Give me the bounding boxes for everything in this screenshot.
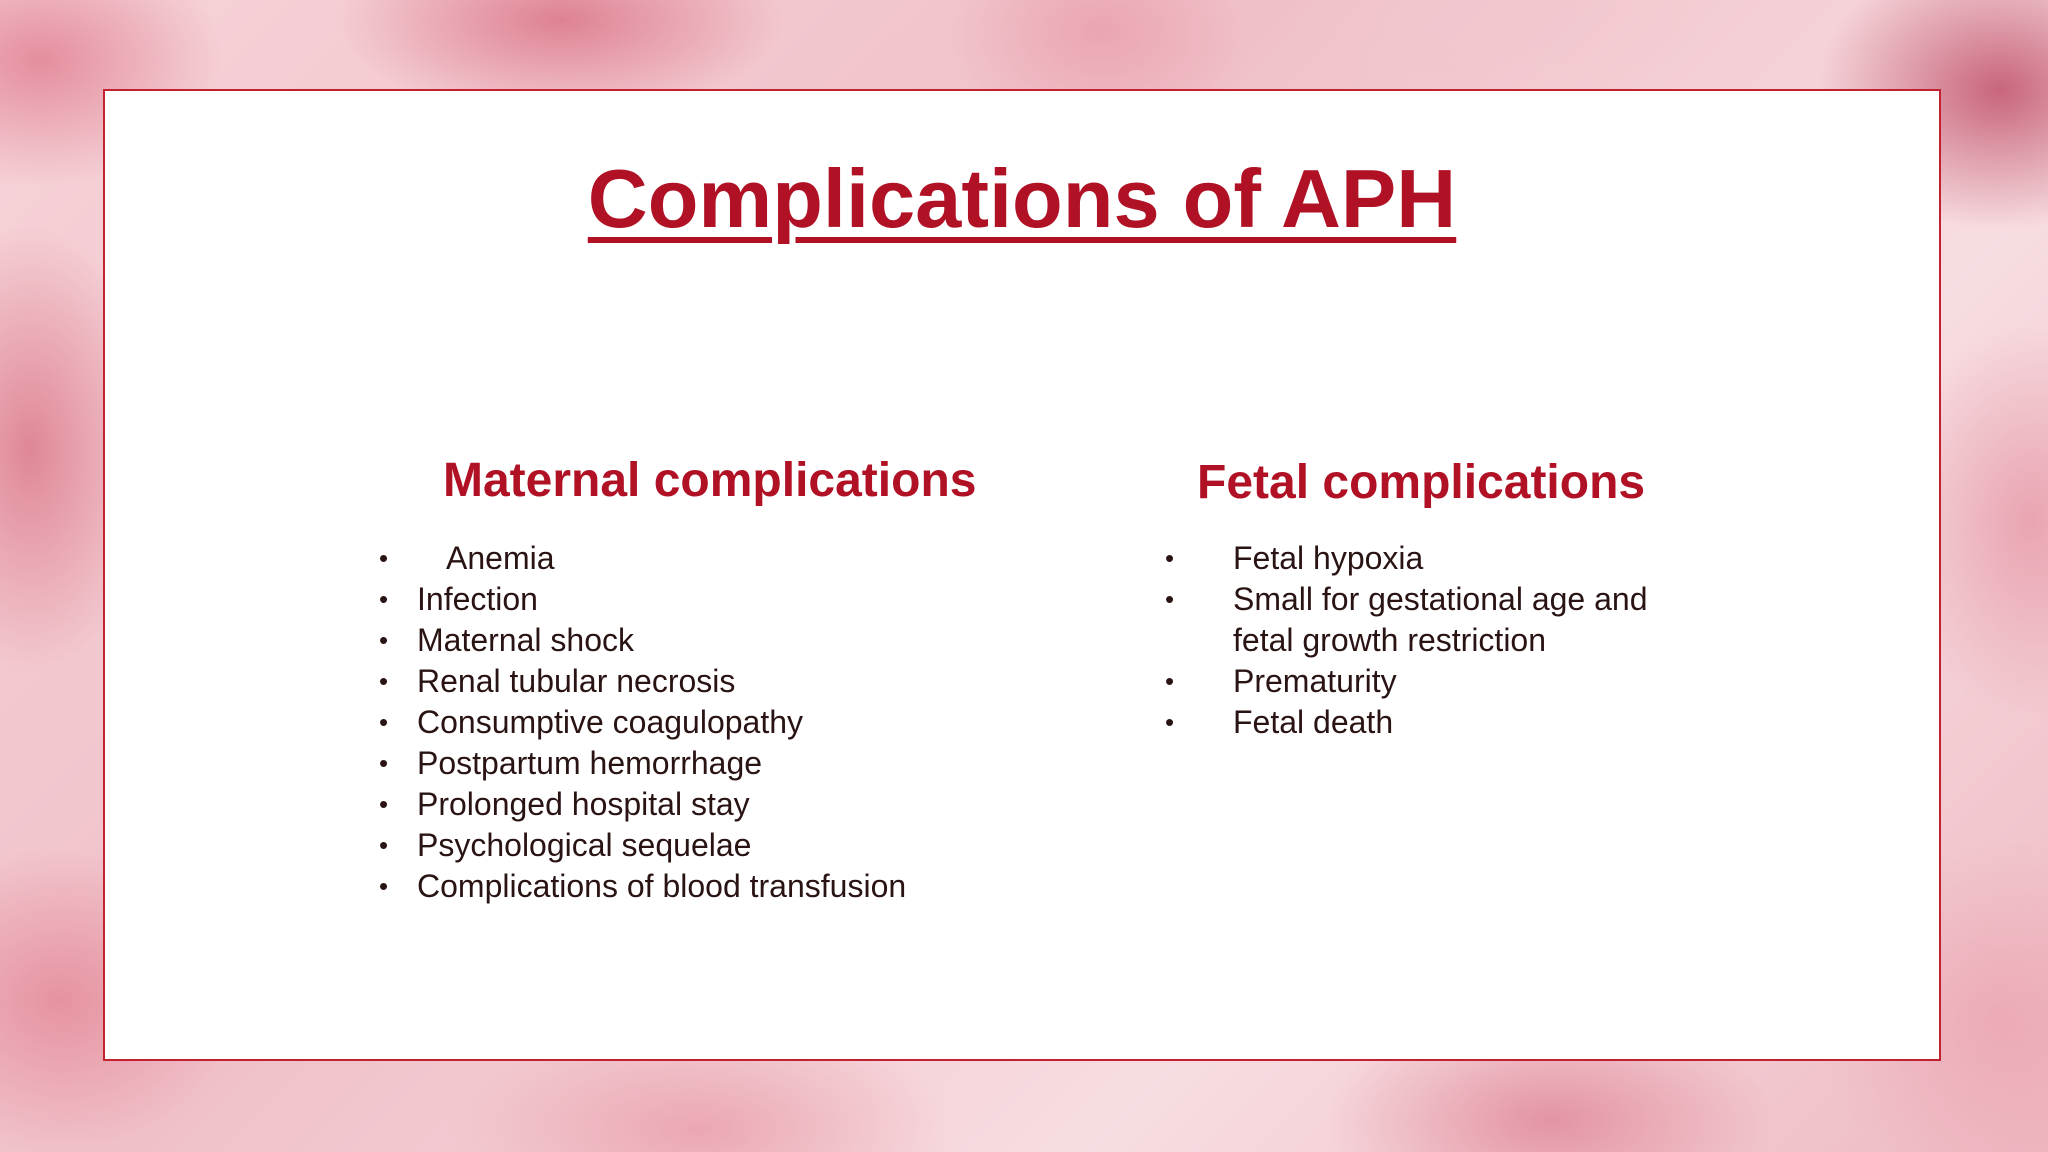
bullet-icon: • — [379, 748, 389, 778]
list-item — [379, 538, 995, 579]
list-item — [1165, 661, 1835, 702]
list-item — [379, 825, 995, 866]
maternal-heading: Maternal complications — [443, 454, 977, 507]
bullet-icon: • — [379, 543, 389, 573]
list-item-text: Prolonged hospital stay — [417, 786, 750, 822]
bullet-icon: • — [379, 789, 389, 819]
slide-title: Complications of APH — [587, 152, 1457, 245]
maternal-complications-column — [275, 451, 995, 907]
bullet-icon: • — [1165, 543, 1175, 573]
list-item-text: Small for gestational age and fetal growth restriction — [1233, 581, 1648, 658]
list-item-text: Consumptive coagulopathy — [417, 704, 804, 740]
list-item-text: Renal tubular necrosis — [417, 663, 736, 699]
maternal-list — [379, 538, 995, 907]
list-item-text: Infection — [417, 581, 538, 617]
bullet-icon: • — [1165, 584, 1175, 614]
bullet-icon: • — [1165, 666, 1175, 696]
bullet-icon: • — [379, 707, 389, 737]
slide-card — [103, 89, 1941, 1061]
list-item — [379, 620, 995, 661]
list-item — [379, 661, 995, 702]
bullet-icon: • — [379, 871, 389, 901]
list-item-text: Postpartum hemorrhage — [417, 745, 763, 781]
fetal-list — [1165, 538, 1835, 743]
list-item-text: Complications of blood transfusion — [417, 868, 907, 904]
list-item-text: Fetal death — [1233, 704, 1394, 740]
list-item-text: Maternal shock — [417, 622, 634, 658]
list-item — [379, 743, 995, 784]
list-item-text: Anemia — [446, 540, 555, 576]
list-item — [1165, 538, 1835, 579]
bullet-icon: • — [379, 625, 389, 655]
fetal-heading: Fetal complications — [1197, 456, 1646, 509]
fetal-complications-column — [1115, 451, 1835, 743]
list-item — [379, 866, 995, 907]
list-item — [1165, 579, 1835, 661]
bullet-icon: • — [379, 830, 389, 860]
list-item — [1165, 702, 1835, 743]
list-item-text: Prematurity — [1233, 663, 1397, 699]
bullet-icon: • — [1165, 707, 1175, 737]
bullet-icon: • — [379, 584, 389, 614]
list-item — [379, 579, 995, 620]
list-item-text: Fetal hypoxia — [1233, 540, 1424, 576]
list-item — [379, 784, 995, 825]
bullet-icon: • — [379, 666, 389, 696]
list-item-text: Psychological sequelae — [417, 827, 752, 863]
list-item — [379, 702, 995, 743]
